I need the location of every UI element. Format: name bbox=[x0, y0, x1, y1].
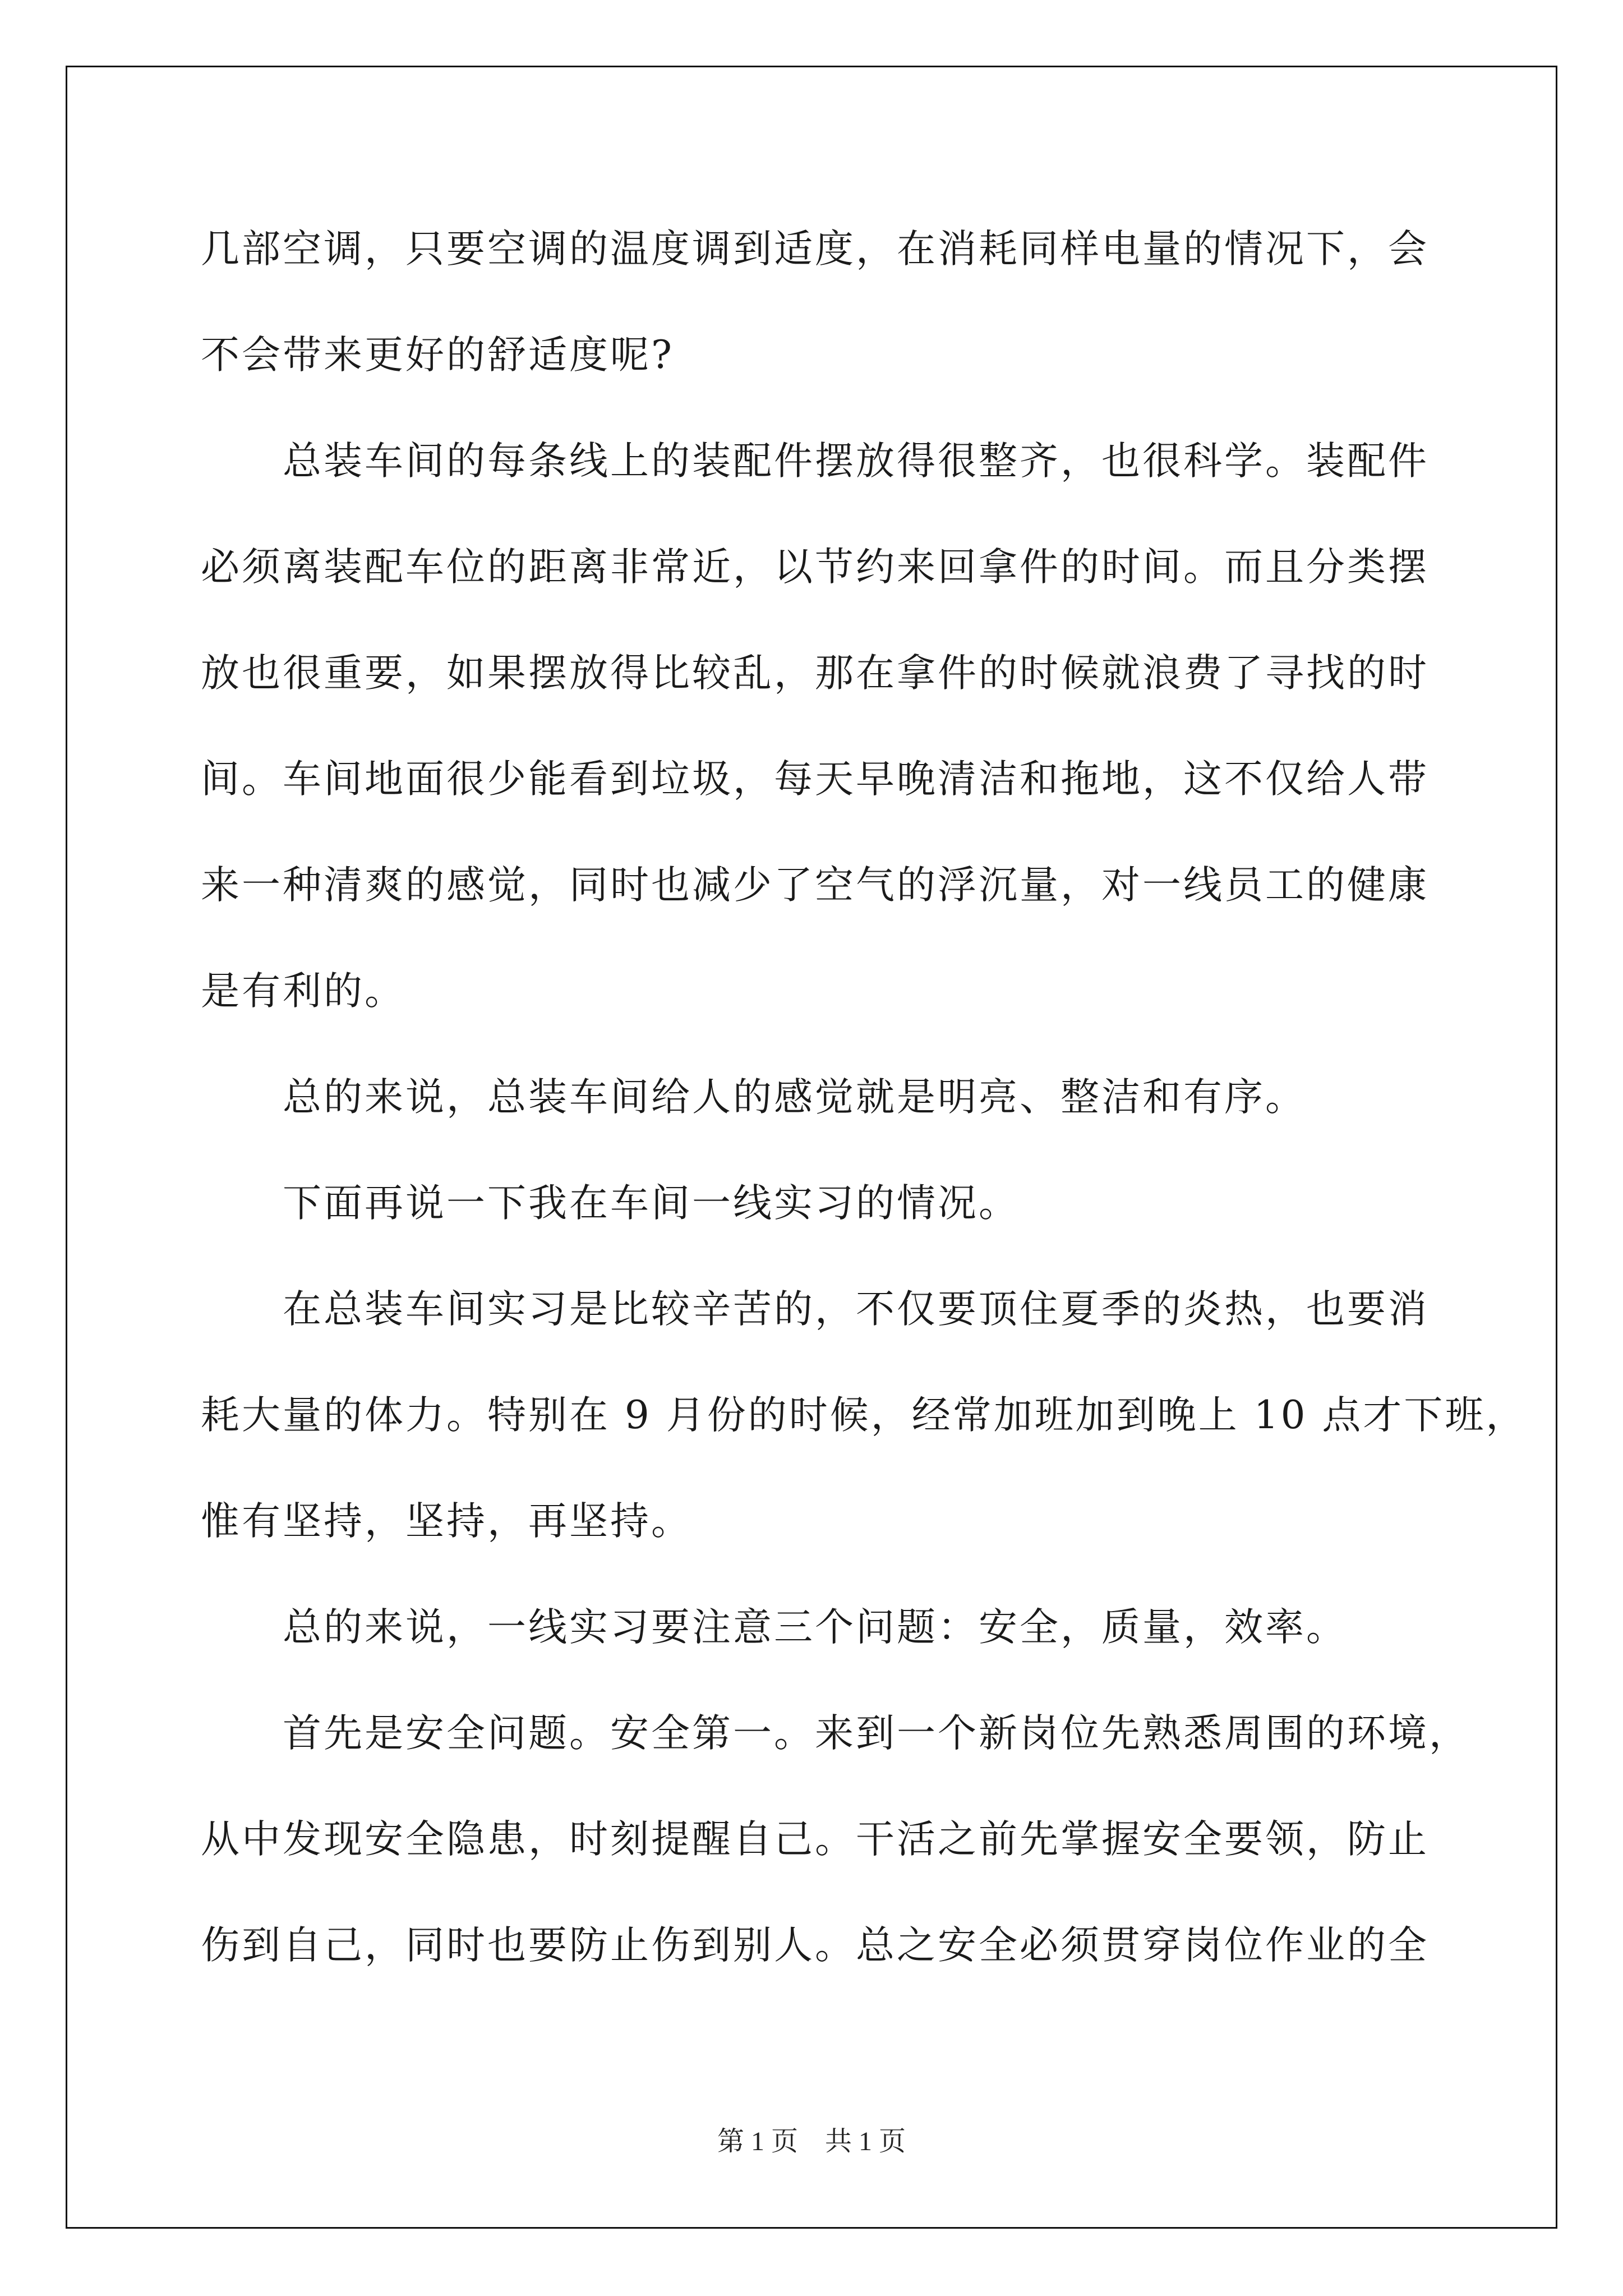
text-line: 从中发现安全隐患，时刻提醒自己。干活之前先掌握安全要领，防止 bbox=[201, 1817, 1429, 1862]
text-line: 必须离装配车位的距离非常近，以节约来回拿件的时间。而且分类摆 bbox=[201, 545, 1429, 590]
text-line: 惟有坚持，坚持，再坚持。 bbox=[201, 1499, 692, 1544]
paragraph-start-line: 在总装车间实习是比较辛苦的，不仅要顶住夏季的炎热，也要消 bbox=[283, 1287, 1429, 1332]
text-line: 几部空调，只要空调的温度调到适度，在消耗同样电量的情况下，会 bbox=[201, 227, 1429, 272]
text-line: 不会带来更好的舒适度呢? bbox=[201, 333, 674, 378]
text-line: 耗大量的体力。特别在 9 月份的时候，经常加班加到晚上 10 点才下班， bbox=[201, 1393, 1527, 1438]
paragraph-start-line: 下面再说一下我在车间一线实习的情况。 bbox=[283, 1181, 1020, 1226]
paragraph-start-line: 总装车间的每条线上的装配件摆放得很整齐，也很科学。装配件 bbox=[283, 439, 1429, 484]
text-line: 放也很重要，如果摆放得比较乱，那在拿件的时候就浪费了寻找的时 bbox=[201, 651, 1429, 696]
paragraph-start-line: 总的来说，总装车间给人的感觉就是明亮、整洁和有序。 bbox=[283, 1075, 1306, 1120]
page-footer: 第 1 页 共 1 页 bbox=[717, 2127, 906, 2156]
text-line: 是有利的。 bbox=[201, 969, 405, 1014]
paragraph-start-line: 总的来说，一线实习要注意三个问题：安全，质量，效率。 bbox=[283, 1605, 1347, 1650]
text-line: 来一种清爽的感觉，同时也减少了空气的浮沉量，对一线员工的健康 bbox=[201, 863, 1429, 908]
text-line: 伤到自己，同时也要防止伤到别人。总之安全必须贯穿岗位作业的全 bbox=[201, 1923, 1429, 1968]
text-line: 间。车间地面很少能看到垃圾，每天早晚清洁和拖地，这不仅给人带 bbox=[201, 757, 1429, 802]
document-body bbox=[201, 196, 1527, 1999]
paragraph-start-line: 首先是安全问题。安全第一。来到一个新岗位先熟悉周围的环境， bbox=[283, 1711, 1470, 1756]
